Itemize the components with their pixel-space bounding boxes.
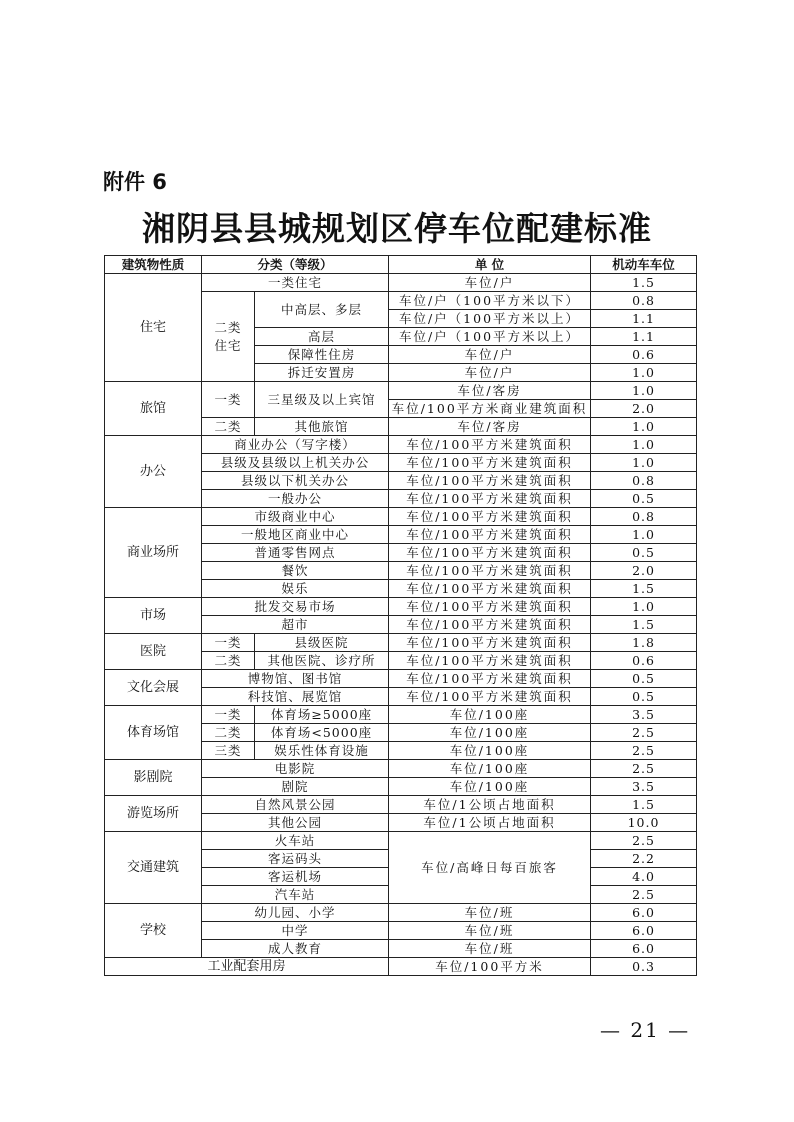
row-unit: 车位/100平方米建筑面积: [389, 616, 591, 634]
row-value: 2.0: [591, 562, 697, 580]
row-unit: 车位/100平方米建筑面积: [389, 652, 591, 670]
row-unit: 车位/100平方米建筑面积: [389, 472, 591, 490]
table-row: [105, 904, 697, 922]
row-unit: 车位/高峰日每百旅客: [389, 832, 591, 904]
row-name: 客运机场: [202, 868, 389, 886]
row-unit: 车位/户（100平方米以上）: [389, 310, 591, 328]
row-value: 1.0: [591, 454, 697, 472]
table-row: [105, 670, 697, 688]
group-hotel: 旅馆: [105, 382, 202, 436]
subclass-class1: 一类: [202, 634, 255, 652]
row-value: 0.5: [591, 688, 697, 706]
row-value: 2.5: [591, 760, 697, 778]
group-industrial: 工业配套用房: [105, 958, 389, 976]
row-name: 批发交易市场: [202, 598, 389, 616]
row-name: 县级及县级以上机关办公: [202, 454, 389, 472]
row-unit: 车位/100平方米建筑面积: [389, 580, 591, 598]
table-row: [105, 760, 697, 778]
row-unit: 车位/100座: [389, 778, 591, 796]
group-office: 办公: [105, 436, 202, 508]
row-name: 体育场<5000座: [255, 724, 389, 742]
table-row: [105, 706, 697, 724]
row-value: 0.6: [591, 652, 697, 670]
table-row: [105, 274, 697, 292]
parking-standard-table: [104, 255, 697, 976]
row-unit: 车位/100座: [389, 706, 591, 724]
row-unit: 车位/100平方米建筑面积: [389, 454, 591, 472]
row-value: 3.5: [591, 778, 697, 796]
table-row: [105, 436, 697, 454]
row-unit: 车位/100平方米建筑面积: [389, 436, 591, 454]
row-unit: 车位/100平方米建筑面积: [389, 598, 591, 616]
row-value: 1.0: [591, 526, 697, 544]
row-unit: 车位/客房: [389, 382, 591, 400]
row-name: 其他公园: [202, 814, 389, 832]
row-value: 2.0: [591, 400, 697, 418]
header-vehicle-spaces: 机动车车位: [591, 256, 697, 274]
row-unit: 车位/100平方米建筑面积: [389, 634, 591, 652]
row-value: 2.2: [591, 850, 697, 868]
row-value: 2.5: [591, 742, 697, 760]
row-value: 1.5: [591, 274, 697, 292]
subclass-class3: 三类: [202, 742, 255, 760]
table-row: [105, 508, 697, 526]
row-value: 0.8: [591, 508, 697, 526]
row-name: 客运码头: [202, 850, 389, 868]
subclass-class2: 二类: [202, 418, 255, 436]
group-school: 学校: [105, 904, 202, 958]
row-unit: 车位/100平方米建筑面积: [389, 490, 591, 508]
row-unit: 车位/100座: [389, 760, 591, 778]
page-title: 湘阴县县城规划区停车位配建标准: [142, 209, 652, 248]
table-header-row: [105, 256, 697, 274]
subclass-class2-residential: 二类 住宅: [202, 292, 255, 382]
row-unit: 车位/户: [389, 346, 591, 364]
row-name: 商业办公（写字楼）: [202, 436, 389, 454]
row-unit: 车位/班: [389, 922, 591, 940]
subclass-class1: 一类: [202, 382, 255, 418]
row-value: 1.0: [591, 382, 697, 400]
row-value: 1.5: [591, 796, 697, 814]
row-value: 2.5: [591, 886, 697, 904]
row-name: 幼儿园、小学: [202, 904, 389, 922]
row-unit: 车位/100座: [389, 724, 591, 742]
row-name: 县级以下机关办公: [202, 472, 389, 490]
row-unit: 车位/户: [389, 274, 591, 292]
table-row: [105, 382, 697, 400]
group-theater: 影剧院: [105, 760, 202, 796]
row-name: 自然风景公园: [202, 796, 389, 814]
header-classification: 分类（等级）: [202, 256, 389, 274]
header-building-type: 建筑物性质: [105, 256, 202, 274]
row-value: 10.0: [591, 814, 697, 832]
row-name: 保障性住房: [255, 346, 389, 364]
row-unit: 车位/1公顷占地面积: [389, 796, 591, 814]
subclass-class1: 一类: [202, 706, 255, 724]
row-value: 0.6: [591, 346, 697, 364]
table-row: [105, 598, 697, 616]
row-unit: 车位/100平方米建筑面积: [389, 688, 591, 706]
row-name: 娱乐性体育设施: [255, 742, 389, 760]
attachment-label: 附件 6: [103, 170, 167, 194]
row-name: 其他医院、诊疗所: [255, 652, 389, 670]
row-name: 县级医院: [255, 634, 389, 652]
row-name: 高层: [255, 328, 389, 346]
row-name: 其他旅馆: [255, 418, 389, 436]
row-unit: 车位/班: [389, 904, 591, 922]
row-value: 1.5: [591, 580, 697, 598]
row-value: 2.5: [591, 724, 697, 742]
row-unit: 车位/100平方米: [389, 958, 591, 976]
row-name: 汽车站: [202, 886, 389, 904]
row-name: 普通零售网点: [202, 544, 389, 562]
row-name: 火车站: [202, 832, 389, 850]
row-name: 拆迁安置房: [255, 364, 389, 382]
row-name: 餐饮: [202, 562, 389, 580]
row-unit: 车位/班: [389, 940, 591, 958]
row-name: 成人教育: [202, 940, 389, 958]
subclass-class2: 二类: [202, 652, 255, 670]
row-unit: 车位/客房: [389, 418, 591, 436]
row-value: 4.0: [591, 868, 697, 886]
group-hospital: 医院: [105, 634, 202, 670]
table-row: [105, 958, 697, 976]
row-name: 科技馆、展览馆: [202, 688, 389, 706]
row-value: 6.0: [591, 922, 697, 940]
row-unit: 车位/100平方米建筑面积: [389, 544, 591, 562]
row-unit: 车位/100平方米建筑面积: [389, 508, 591, 526]
row-unit: 车位/100座: [389, 742, 591, 760]
row-unit: 车位/100平方米建筑面积: [389, 670, 591, 688]
row-name: 三星级及以上宾馆: [255, 382, 389, 418]
group-commercial: 商业场所: [105, 508, 202, 598]
row-value: 1.5: [591, 616, 697, 634]
row-name: 一类住宅: [202, 274, 389, 292]
subclass-class2: 二类: [202, 724, 255, 742]
row-name: 一般办公: [202, 490, 389, 508]
row-value: 0.5: [591, 544, 697, 562]
row-unit: 车位/1公顷占地面积: [389, 814, 591, 832]
row-value: 1.0: [591, 598, 697, 616]
row-name: 一般地区商业中心: [202, 526, 389, 544]
row-value: 1.0: [591, 436, 697, 454]
row-name: 体育场≥5000座: [255, 706, 389, 724]
row-name: 剧院: [202, 778, 389, 796]
row-value: 0.3: [591, 958, 697, 976]
group-park: 游览场所: [105, 796, 202, 832]
row-name: 电影院: [202, 760, 389, 778]
row-name: 超市: [202, 616, 389, 634]
row-value: 1.0: [591, 418, 697, 436]
row-unit: 车位/户: [389, 364, 591, 382]
row-value: 0.8: [591, 292, 697, 310]
group-market: 市场: [105, 598, 202, 634]
row-value: 1.1: [591, 328, 697, 346]
table-row: [105, 832, 697, 850]
group-transport: 交通建筑: [105, 832, 202, 904]
table-row: [105, 796, 697, 814]
row-value: 0.5: [591, 670, 697, 688]
row-unit: 车位/100平方米建筑面积: [389, 562, 591, 580]
header-unit: 单 位: [389, 256, 591, 274]
row-name: 娱乐: [202, 580, 389, 598]
group-residential: 住宅: [105, 274, 202, 382]
row-value: 0.5: [591, 490, 697, 508]
row-value: 1.1: [591, 310, 697, 328]
row-unit: 车位/100平方米商业建筑面积: [389, 400, 591, 418]
row-value: 6.0: [591, 940, 697, 958]
row-name: 中高层、多层: [255, 292, 389, 328]
group-sports: 体育场馆: [105, 706, 202, 760]
row-name: 中学: [202, 922, 389, 940]
row-name: 博物馆、图书馆: [202, 670, 389, 688]
row-unit: 车位/户（100平方米以上）: [389, 328, 591, 346]
row-unit: 车位/100平方米建筑面积: [389, 526, 591, 544]
row-value: 3.5: [591, 706, 697, 724]
row-unit: 车位/户（100平方米以下）: [389, 292, 591, 310]
page-number: — 21 —: [600, 1018, 691, 1042]
row-value: 1.8: [591, 634, 697, 652]
row-name: 市级商业中心: [202, 508, 389, 526]
row-value: 2.5: [591, 832, 697, 850]
row-value: 1.0: [591, 364, 697, 382]
row-value: 6.0: [591, 904, 697, 922]
row-value: 0.8: [591, 472, 697, 490]
group-culture: 文化会展: [105, 670, 202, 706]
table-row: [105, 634, 697, 652]
